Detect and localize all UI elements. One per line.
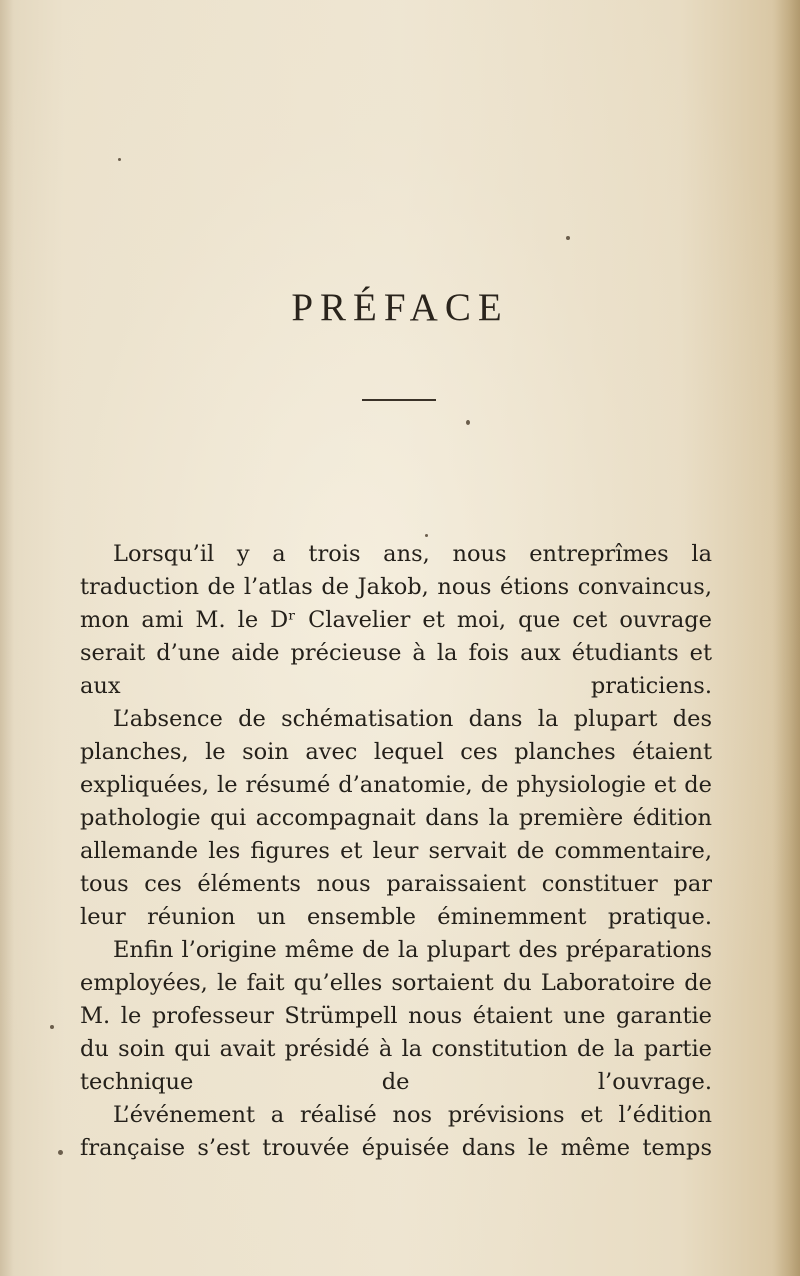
paragraph-1: Lorsqu’il y a trois ans, nous entreprîmes la traduction de l’atlas de Jakob, nous étions convaincus, mon ami M. le Dʳ Clavelier et moi, que cet ouvrage serait d’une aide précieuse à la fois aux étudiants et aux praticiens. xyxy=(80,541,712,699)
paper-speck xyxy=(118,158,121,161)
paragraph-2: L’absence de schématisation dans la plupart des planches, le soin avec lequel ces planches étaient expliquées, le résumé d’anatomie, de physiologie et de pathologie qui accompagnait dans la première édition allemande les figures et leur servait de commentaire, tous ces éléments nous paraissaient constituer par leur réunion un ensemble éminemment pratique. xyxy=(80,706,712,930)
page-gutter-shade xyxy=(0,0,14,1276)
paragraph-4: L’événement a réalisé nos prévisions et l’édition française s’est trouvée épuisée dans le même temps xyxy=(80,1102,712,1161)
body-text xyxy=(80,538,712,1165)
paragraph-3: Enfin l’origine même de la plupart des préparations employées, le fait qu’elles sortaient du Laboratoire de M. le professeur Strümpell nous étaient une garantie du soin qui avait présidé à la constitution de la partie technique de l’ouvrage. xyxy=(80,937,712,1095)
paper-speck xyxy=(58,1150,63,1155)
page-edge-shadow xyxy=(772,0,800,1276)
page-title: PRÉFACE xyxy=(291,286,509,329)
title-rule xyxy=(362,399,436,401)
paper-speck xyxy=(50,1025,54,1029)
paper-speck xyxy=(466,420,470,425)
paper-speck xyxy=(566,236,570,240)
paper-speck xyxy=(425,534,428,537)
